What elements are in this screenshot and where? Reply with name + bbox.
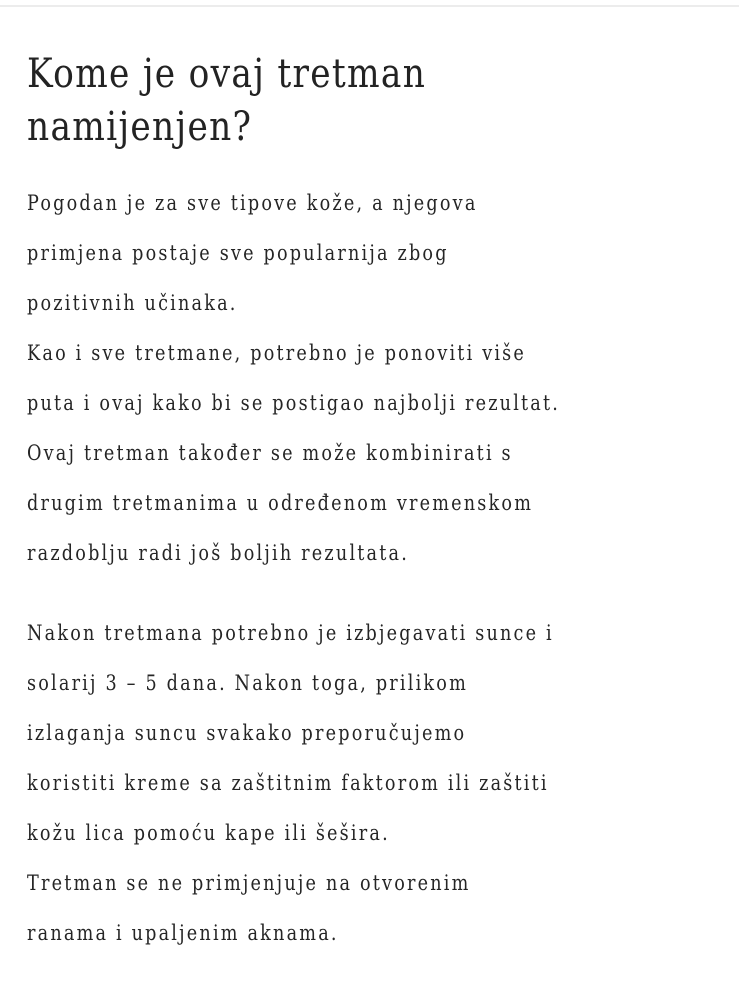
- text-line: ranama i upaljenim aknama.: [27, 921, 339, 945]
- text-line: Kao i sve tretmane, potrebno je ponoviti više: [27, 341, 527, 365]
- text-line: drugim tretmanima u određenom vremenskom: [27, 491, 534, 515]
- text-line: Pogodan je za sve tipove kože, a njegova: [27, 191, 478, 215]
- text-line: kožu lica pomoću kape ili šešira.: [27, 821, 390, 845]
- text-line: Nakon tretmana potrebno je izbjegavati sunce i: [27, 621, 554, 645]
- paragraph-aftercare: [27, 608, 619, 958]
- paragraph-suitability: [27, 178, 619, 578]
- article-content: [27, 48, 732, 958]
- text-line: Ovaj tretman također se može kombinirati s: [27, 441, 513, 465]
- heading-line: namijenjen?: [27, 104, 253, 150]
- text-line: razdoblju radi još boljih rezultata.: [27, 541, 410, 565]
- text-line: Tretman se ne primjenjuje na otvorenim: [27, 871, 471, 895]
- text-line: puta i ovaj kako bi se postigao najbolji rezultat.: [27, 391, 561, 415]
- text-line: izlaganja suncu svakako preporučujemo: [27, 721, 467, 745]
- text-line: primjena postaje sve popularnija zbog: [27, 241, 449, 265]
- text-line: solarij 3 – 5 dana. Nakon toga, prilikom: [27, 671, 468, 695]
- text-line: koristiti kreme sa zaštitnim faktorom ili zaštiti: [27, 771, 549, 795]
- section-heading: [27, 48, 715, 154]
- top-divider: [0, 5, 739, 7]
- heading-line: Kome je ovaj tretman: [27, 51, 427, 97]
- text-line: pozitivnih učinaka.: [27, 291, 238, 315]
